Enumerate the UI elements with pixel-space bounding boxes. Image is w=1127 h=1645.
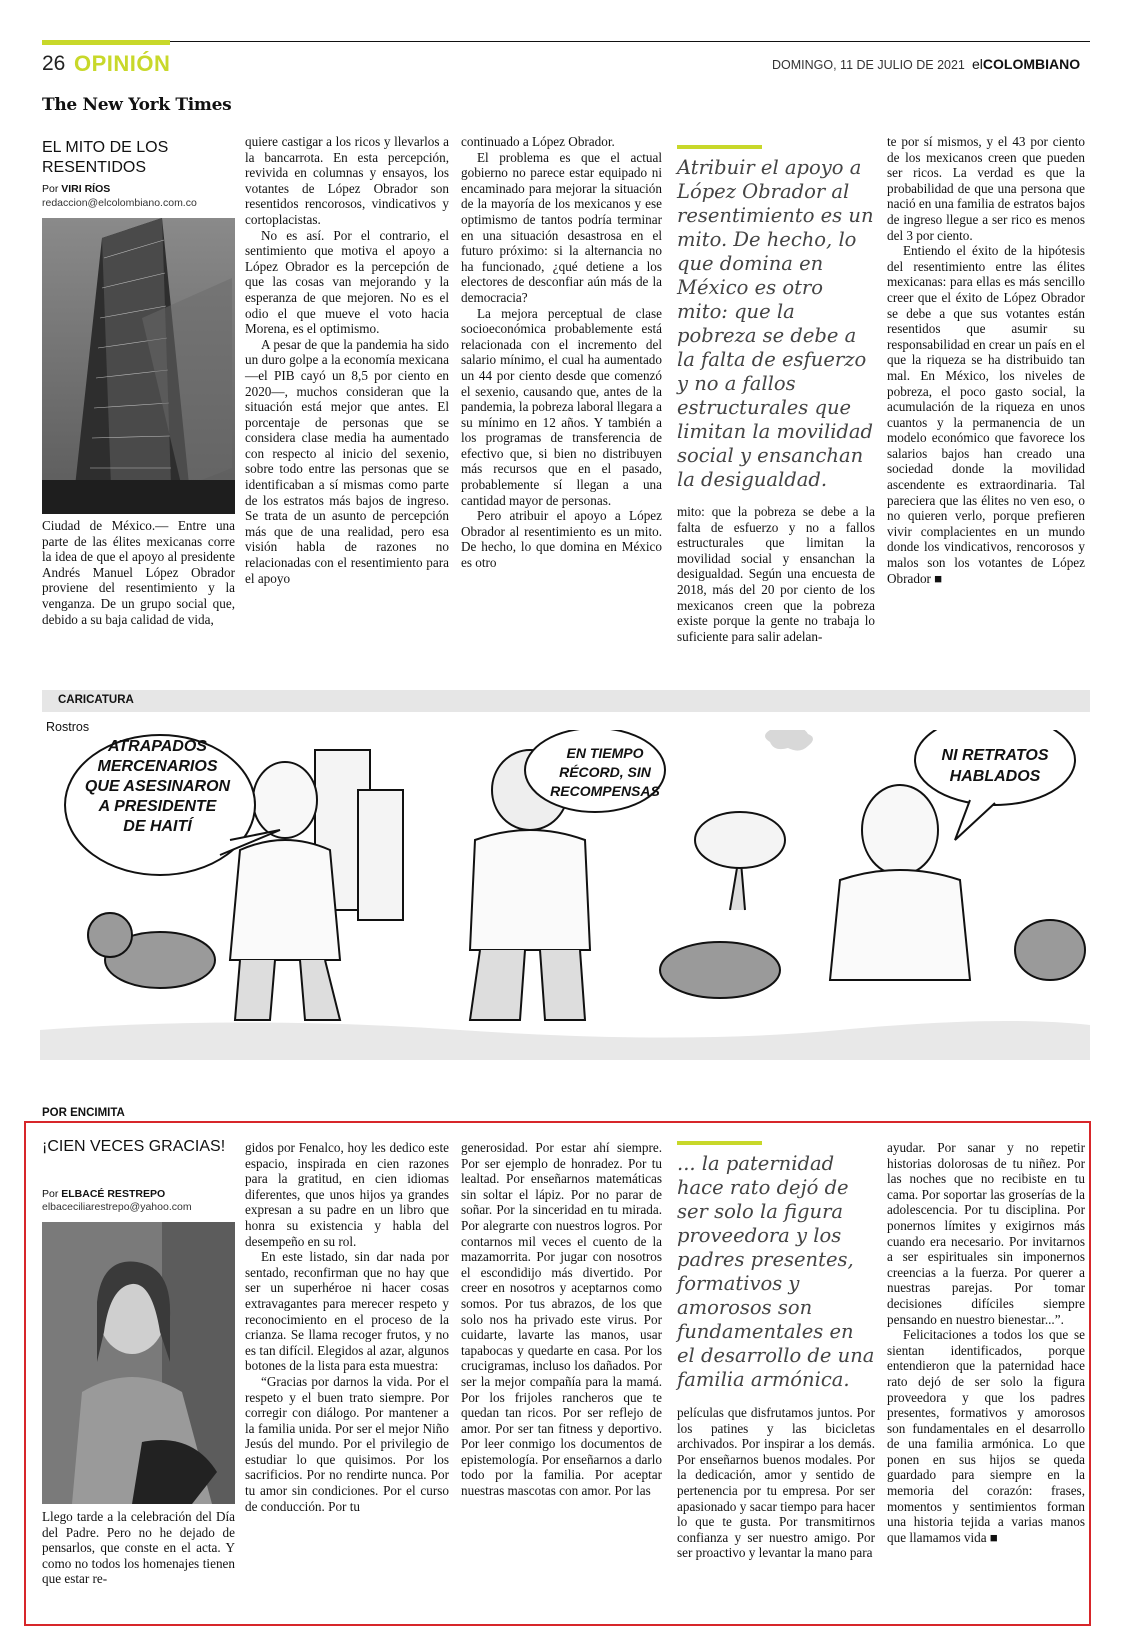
brand-prefix: el [972,56,983,72]
byline-prefix: Por [42,183,62,195]
article-column-4 [677,504,875,644]
article-column-2 [245,134,449,586]
author-photo [42,1222,235,1504]
bubble-line: QUE ASESINARON [84,778,231,795]
bubble-line: ATRAPADOS [108,738,207,755]
article2-column-5 [887,1140,1085,1545]
cartoon-title: Rostros [46,720,90,734]
paragraph: ayudar. Por sanar y no repetir historias dolorosas de tu niñez. Por las noches que no recibiste en tu cama. Por soportar las groserías de la adolescencia. Por tu disciplina. Por ponernos límites y exigirnos más cuando era necesario. Por invitarnos a ser espirituales sin imponernos creencias a la fuerza. Por querer a nuestras parejas. Por tomar decisiones difíciles siempre pensando en nuestro bienestar...”. [887,1140,1085,1327]
paragraph: No es así. Por el contrario, el sentimiento que motiva el apoyo a López Obrador es la percepción de que las cosas van mejorando y la esperanza de que mejoren. No es el odio el que mueve el voto hacia Morena, es el optimismo. [245,227,449,337]
article2-column-1 [42,1509,235,1587]
pull-quote: ... la paternidad hace rato dejó de ser solo la figura proveedora y los padres presentes, formativos y amorosos son fundamentales en el desarrollo de una familia armónica. [677,1152,875,1391]
bubble-line: RÉCORD, SIN [559,764,651,780]
article-column-3 [461,134,662,571]
author-name: VIRI RÍOS [61,183,111,195]
header-accent-bar [42,40,170,45]
article-column-5 [887,134,1085,586]
nyt-logo: The New York Times [42,95,232,115]
speech-bubble-2 [540,744,670,801]
paragraph: quiere castigar a los ricos y llevarlos a la bancarrota. En esta percepción, revivida en columnas y ensayos, los votantes de López Obrador son resentidos rencorosos, vindicativos y cortoplacistas. [245,134,449,227]
article-title [42,138,168,178]
bubble-line: MERCENARIOS [97,758,218,775]
speech-bubble-1 [75,737,240,837]
paragraph: En este listado, sin dar nada por sentado, reconfirman que no hay que ser un superhéroe ni hacer cosas extravagantes para merecer respeto y reconocimiento en el proceso de la crianza. Se llama recoger frutos, y no es tan difícil. Elegidos al azar, algunos botones de la lista para esta muestra: [245,1249,449,1374]
paragraph: La mejora perceptual de clase socioeconómica probablemente está relacionada con el incremento del salario mínimo, el cual ha aumentado un 44 por ciento desde que comenzó el sexenio, causando que, antes de la pandemia, la pobreza laboral llegara a su mínimo en 12 años. Y también a los programas de transferencia de efectivo que, si bien no distribuyen más recursos que en el pasado, probablemente sí llegan a una cantidad mayor de personas. [461,305,662,508]
author-email: redaccion@elcolombiano.com.co [42,197,197,209]
article2-column-3 [461,1140,662,1499]
paragraph: películas que disfrutamos juntos. Por los patines y las bicicletas archivados. Por inspirar a los demás. Por enseñarnos buenos modales. Por la dedicación, amor y sentido de pertenencia por tu empresa. Por ser apasionado y sacar tiempo para hacer lo que te gusta. Por transmitirnos confianza y ser nuestro amigo. Por ser proactivo y levantar la mano para [677,1405,875,1561]
page-number: 26 [42,52,66,75]
paragraph: A pesar de que la pandemia ha sido un duro golpe a la economía mexicana —el PIB cayó un 8,5 por ciento en 2020—, muchos consideran que la situación está mejor que antes. El porcentaje de personas que se considera clase media ha aumentado con respecto al inicio del sexenio, sobre todo entre las personas que se identificaban a sí mismas como parte de los estratos más bajos de ingreso. Se trata de un asunto de percepción más que de una realidad, pero esa visión habla de razones no relacionadas con el resentimiento para el apoyo [245,336,449,586]
article-title-line: RESENTIDOS [42,159,147,176]
bubble-line: HABLADOS [949,768,1041,785]
building-photo [42,218,235,514]
article2-column-2 [245,1140,449,1514]
paragraph: Felicitaciones a todos los que se sientan identificados, porque entendieron que la paternidad hace rato dejó de ser solo la figura proveedora y que los padres presentes, formativos y amorosos son fundamentales en el desarrollo de una familia armónica. Lo que ponen en sus hijos se queda guardado para siempre en la memoria del corazón: frases, momentos y sentimientos forman una historia tejida a varias manos que llamamos vida ■ [887,1327,1085,1545]
section-title: OPINIÓN [74,51,171,76]
bubble-line: RECOMPENSAS [550,783,660,799]
article-column-1 [42,518,235,627]
author-name: ELBACÉ RESTREPO [61,1188,166,1200]
pull-quote-accent [677,1141,762,1145]
paragraph: continuado a López Obrador. [461,134,615,149]
caricatura-label: CARICATURA [58,694,134,706]
brand-name: COLOMBIANO [982,56,1081,72]
byline [42,183,110,195]
brand-logo [972,56,1080,72]
paragraph: El problema es que el actual gobierno no parece estar equipado ni encaminado para mejorar la situación de la mayoría de los mexicanos y ese optimismo de tantos podría terminar en una situación desastrosa en el futuro próximo: si la alternancia no ha funcionado, ¿qué detiene a los electores de desconfiar aún más de la democracia? [461,149,662,305]
speech-bubble-3 [920,745,1070,787]
byline [42,1188,165,1200]
pull-quote-accent [677,145,762,149]
paragraph: generosidad. Por estar ahí siempre. Por ser ejemplo de honradez. Por tu lealtad. Por enseñarnos matemáticas sin soltar el lápiz. Por no parar de soñar. Por la sinceridad en tu mirada. Por alegrarte con nuestros logros. Por contarnos mil veces el cuento de la mazamorrita. Por jugar con nosotros el escondidijo más divertido. Por creer en nosotros y aceptarnos como somos. Por tus abrazos, de los que solo nos ha privado este virus. Por cuidarte, lavarte las manos, usar tapabocas y quedarte en casa. Por los crucigramas, incluso los dañados. Por ser la mejor compañía para la mamá. Por los frijoles rancheros que te quedan tan ricos. Por ser reflejo de amor. Por ser tan fitness y deportivo. Por leer conmigo los documentos de epistemología. Por enseñarnos a darlo todo por la familia. Por aceptar nuestras mascotas con amor. Por las [461,1140,662,1499]
pull-quote: Atribuir el apoyo a López Obrador al resentimiento es un mito. De hecho, lo que domina en México es otro mito: que la pobreza se debe a la falta de esfuerzo y no a fallos estructurales que limitan la movilidad social y ensanchan la desigualdad. [677,156,874,491]
author-email: elbaceciliarestrepo@yahoo.com [42,1201,192,1213]
bubble-line: EN TIEMPO [566,745,644,761]
bubble-line: A PRESIDENTE [98,798,217,815]
paragraph: Pero atribuir el apoyo a López Obrador al resentimiento es un mito. De hecho, lo que domina en México es otro [461,508,662,571]
article-title-line: EL MITO DE LOS [42,139,169,156]
paragraph: “Gracias por darnos la vida. Por el respeto y el buen trato siempre. Por corregir con diálogo. Por mantener a la familia unida. Por ser el mejor Niño Jesús del mundo. Por el privilegio de estudiar lo que quisimos. Por los sacrificios. Por no rendirte nunca. Por tu amor sin condiciones. Por el curso de conducción. Por tu [245,1373,449,1514]
header-rule [170,41,1090,42]
byline-prefix: Por [42,1188,62,1200]
article2-title: ¡CIEN VECES GRACIAS! [42,1138,226,1155]
issue-date: DOMINGO, 11 DE JULIO DE 2021 [772,58,965,72]
paragraph: Entiendo el éxito de la hipótesis del resentimiento entre las élites mexicanas: para ellas es más sencillo creer que el éxito de López Obrador se debe a que sus votantes están resentidos que asumir su responsabilidad en crear un país en el que la riqueza se ha distribuido tan mal. En México, los niveles de pobreza, el poco gasto social, la acumulación de la riqueza en unos cuantos y la permanencia de un modelo económico que favorece los salarios bajos han creado una sociedad donde la movilidad ascendente es extraordinaria. Tal pareciera que las élites no ven eso, o no quieren verlo, porque prefieren vivir complacientes en un mundo donde los vindicativos, rencorosos y malos son los votantes de López Obrador ■ [887,243,1085,586]
section-label-por-encimita: POR ENCIMITA [42,1107,125,1119]
bubble-line: DE HAITÍ [123,818,192,835]
paragraph: Ciudad de México.— Entre una parte de las élites mexicanas corre la idea de que el apoyo al presidente Andrés Manuel López Obrador proviene del resentimiento y la venganza. De un grupo social que, debido a su baja calidad de vida, [42,518,235,627]
paragraph: Llego tarde a la celebración del Día del Padre. Pero no he dejado de pensarlos, que conste en el acta. Y como no todos los homenajes tienen que estar re- [42,1509,235,1587]
bubble-line: NI RETRATOS [941,747,1049,764]
paragraph: gidos por Fenalco, hoy les dedico este espacio, inspirada en cien razones para la gratitud, en cien idiomas diferentes, que unos hijos ya grandes expresan a su padre en un libro que honra su existencia y habla del desempeño en su rol. [245,1140,449,1249]
paragraph: mito: que la pobreza se debe a la falta de esfuerzo y no a fallos estructurales que limitan la movilidad social y ensanchan la desigualdad. Según una encuesta de 2018, más del 20 por ciento de los mexicanos creen que la pobreza existe porque la gente no trabaja lo suficiente para salir adelan- [677,504,875,644]
article2-column-4 [677,1405,875,1561]
caricatura-bar [42,690,1090,712]
paragraph: te por sí mismos, y el 43 por ciento de los mexicanos creen que pueden ser ricos. La verdad es que la probabilidad de que una persona que nació en una familia de estratos bajos de ingreso llegue a ser rico es menos del 3 por ciento. [887,134,1085,243]
